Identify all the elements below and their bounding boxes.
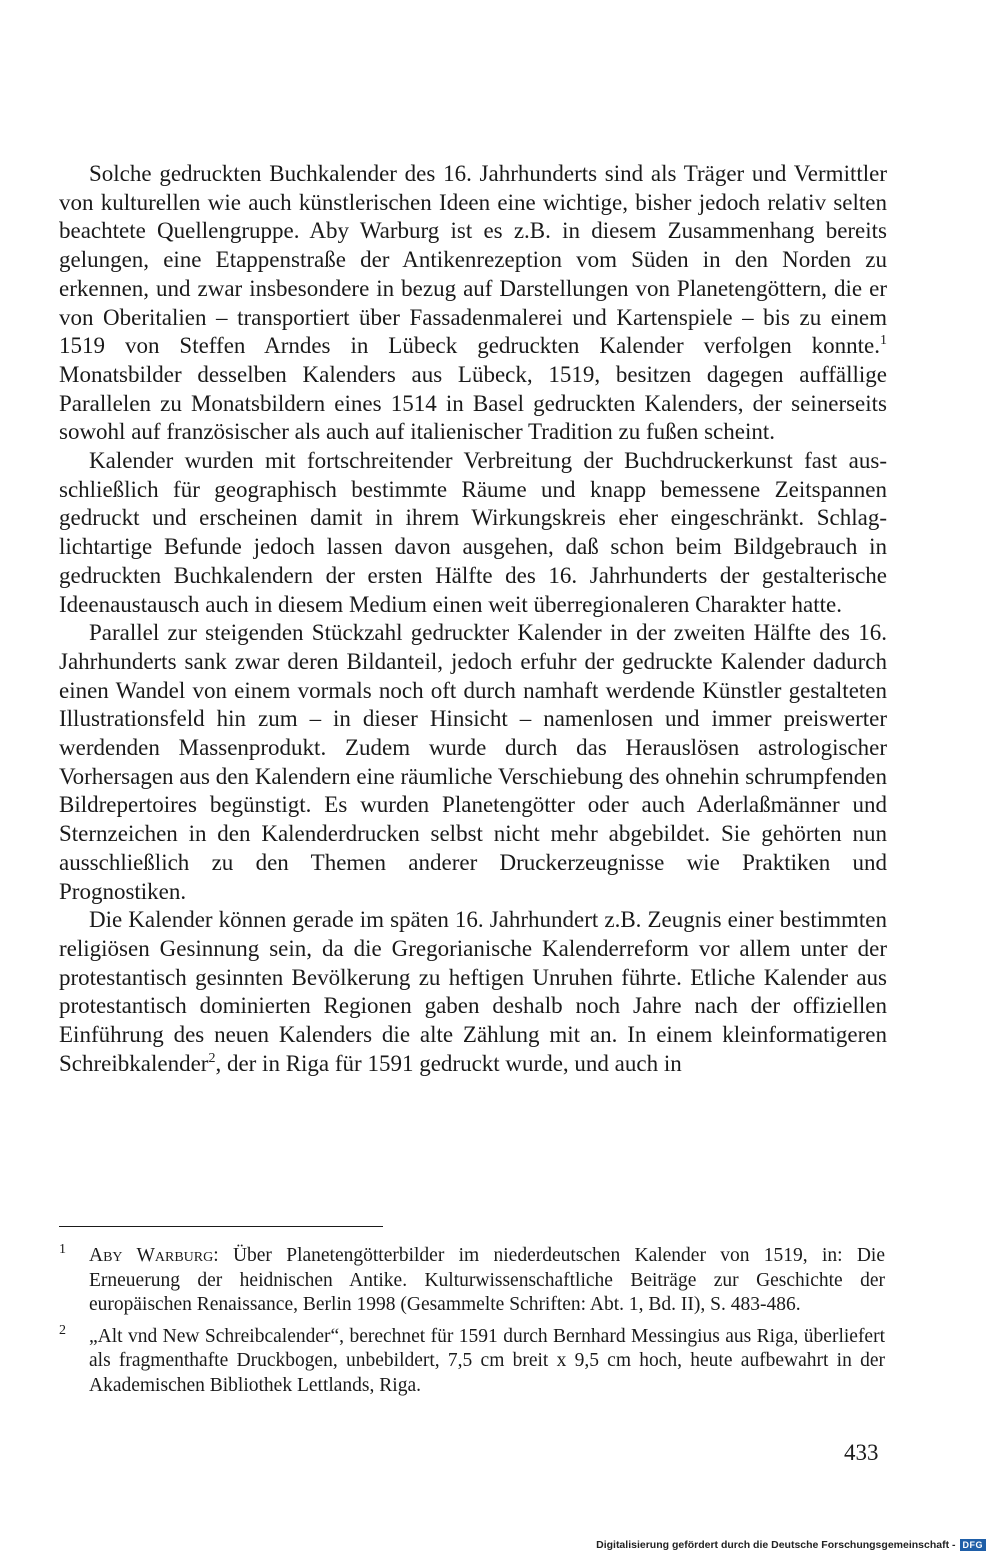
paragraph (59, 160, 887, 447)
author-name: Aby Warburg (89, 1245, 214, 1266)
text-run: Kalender wurden mit fortschreitender Verbreitung der Buchdruckerkunst fast ausschließlich für geographisch bestimmte Räume und knapp bemessene Zeitspannen gedruckt und erscheinen damit in ihrem Wirkungskreis eher eingeschränkt. Schlaglichtartige Befunde jedoch lassen davon ausgehen, daß schon beim Bildgebrauch in gedruckten Buchkalendern der ersten Hälfte des 16. Jahrhunderts der gestalterische Ideenaustausch auch in diesem Medium einen weit überregionaleren Charakter hatte. (59, 448, 887, 617)
footnote-number: 1 (59, 1242, 66, 1257)
text-run: Solche gedruckten Buchkalender des 16. Jahrhunderts sind als Träger und Vermittler von kulturellen wie auch künstlerischen Ideen eine wichtige, bisher jedoch relativ selten beachtete Quellengruppe. Aby Warburg ist es z.B. in diesem Zusammenhang bereits gelungen, eine Etappenstraße der Antikenrezeption vom Süden in den Norden zu erkennen, und zwar insbesondere in bezug auf Darstellungen von Planetengöttern, die er von Oberitalien – transportiert über Fassadenmalerei und Kartenspiele – bis zu einem 1519 von Steffen Arndes in Lübeck gedruckten Kalender verfolgen konnte. (59, 161, 887, 359)
footnote-text (89, 1326, 885, 1396)
footnote-number: 2 (59, 1322, 66, 1338)
footnote-reference: 2 (208, 1050, 216, 1066)
digitization-credit (596, 1538, 986, 1552)
footnote-text (89, 1245, 885, 1315)
paragraph (59, 447, 887, 619)
credit-text: Digitalisierung gefördert durch die Deutsche Forschungsgemeinschaft - (596, 1539, 956, 1551)
dfg-logo: DFG (960, 1539, 987, 1551)
footnotes (59, 1244, 885, 1405)
text-run: Parallel zur steigenden Stückzahl gedruckter Kalender in der zweiten Hälfte des 16. Jahrhunderts sank zwar deren Bildanteil, jedoch erfuhr der gedruckte Kalender dadurch einen Wandel von einem vormals noch oft durch namhaft werdende Künstler gestalteten Illustrationsfeld hin zum – in dieser Hinsicht – namenlosen und immer preiswerter werdenden Massenprodukt. Zudem wurde durch das Herauslösen astrologischer Vorhersagen aus den Kalendern eine räumliche Verschiebung des ohnehin schrumpfenden Bildrepertoires begünstigt. Es wurden Planetengötter oder auch Aderlaßmänner und Sternzeichen in den Kalenderdrucken selbst nicht mehr abgebildet. Sie gehörten nun ausschließlich zu den Themen anderer Druckerzeugnisse wie Praktiken und Prognostiken. (59, 620, 887, 904)
footnote-reference: 1 (880, 333, 887, 349)
main-text (59, 160, 887, 1079)
text-run: „Alt vnd New Schreibcalender“, berechnet für 1591 durch Bernhard Messingius aus Riga, überliefert als fragmenthafte Druckbogen, unbebildert, 7,5 cm breit x 9,5 cm hoch, heute aufbewahrt in der Akademischen Bibliothek Lettlands, Riga. (89, 1325, 885, 1396)
footnote (59, 1244, 885, 1318)
text-run: Die Kalender können gerade im späten 16. Jahrhundert z.B. Zeugnis einer bestimmten religiösen Gesinnung sein, da die Gregorianische Kalenderreform vor allem unter der protestantisch gesinnten Bevölkerung zu heftigen Unruhen führte. Etliche Kalender aus protestantisch dominierten Regionen gaben deshalb noch Jahre nach der offiziellen Einführung des neuen Kalenders die alte Zählung mit an. In einem kleinformatigeren Schreibkalender (59, 907, 887, 1076)
text-run: : Über Planetengötterbilder im niederdeutschen Kalender von 1519, in: Die Erneuerung der heidnischen Antike. Kulturwissenschaftliche Beiträge zur Geschichte der europäischen Renaissance, Berlin 1998 (Gesammelte Schriften: Abt. 1, Bd. II), S. 483-486. (89, 1245, 885, 1315)
page-number: 433 (844, 1440, 879, 1465)
footnote (59, 1322, 885, 1399)
paragraph (59, 906, 887, 1078)
text-run: Monatsbilder desselben Kalenders aus Lübeck, 1519, besitzen dagegen auffällige Parallelen zu Monatsbildern eines 1514 in Basel gedruckten Kalenders, der seinerseits sowohl auf französischer als auch auf italienischer Tradition zu fußen scheint. (59, 361, 887, 445)
text-run: , der in Riga für 1591 gedruckt wurde, und auch in (215, 1050, 682, 1076)
paragraph (59, 619, 887, 906)
footnote-separator (59, 1226, 383, 1227)
